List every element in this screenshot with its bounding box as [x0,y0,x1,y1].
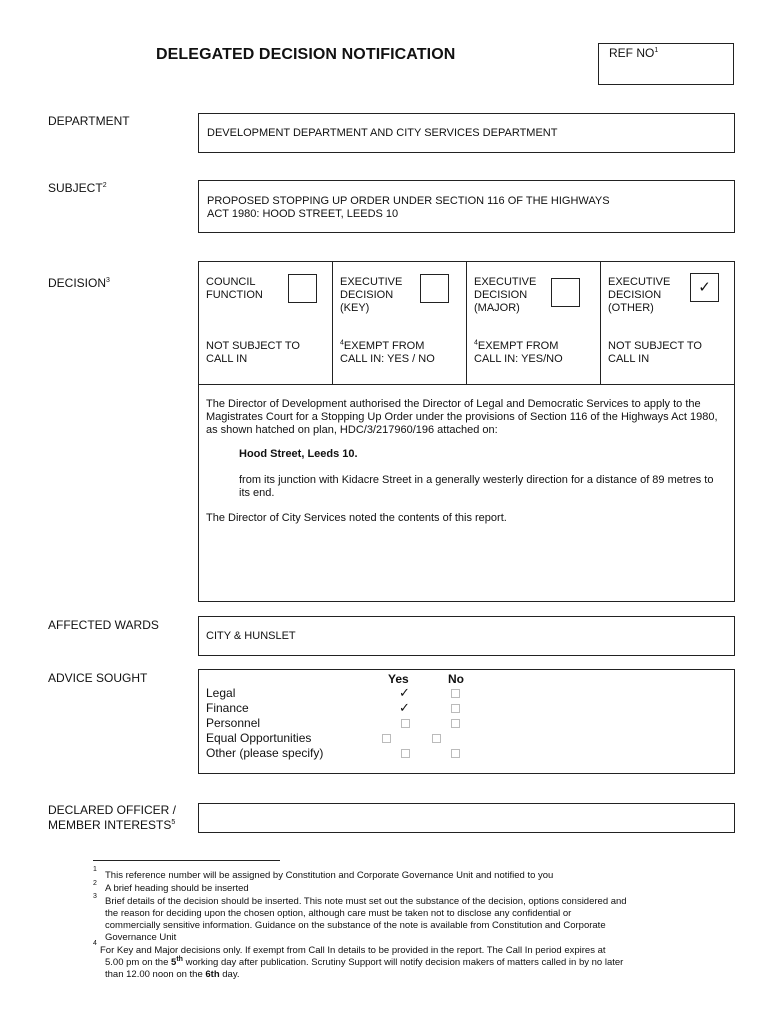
advice-sought-label: ADVICE SOUGHT [48,671,148,685]
label-line: CALL IN: YES / NO [340,353,435,365]
decision-column-divider [600,262,601,384]
decision-council-callin [206,340,300,366]
footnote-rule [93,860,280,861]
footnote-line: Governance Unit [105,932,177,943]
label-line: NOT SUBJECT TO [608,340,702,352]
subject-line-1: PROPOSED STOPPING UP ORDER UNDER SECTION 116 OF THE HIGHWAYS [207,195,610,207]
label-line: CALL IN: YES/NO [474,353,563,365]
decision-footnote-ref: 3 [106,277,110,284]
finance-yes-check-icon[interactable]: ✓ [399,700,410,715]
check-icon: ✓ [698,279,711,296]
ref-no-footnote-ref: 1 [654,47,659,54]
decision-other-checkbox[interactable] [690,273,719,302]
footnote-2: A brief heading should be inserted [105,883,249,894]
declared-interests-label [48,803,176,833]
department-value: DEVELOPMENT DEPARTMENT AND CITY SERVICES DEPARTMENT [207,127,558,139]
label-line: EXECUTIVE [474,276,537,288]
footnote-number: 1 [93,866,97,873]
label-line: DECISION [608,289,662,301]
decision-box [198,261,735,602]
affected-wards-value: CITY & HUNSLET [206,630,296,642]
department-label: DEPARTMENT [48,114,130,128]
footnote-line: than 12.00 noon on the 6th day. [105,969,240,980]
decision-option-major-label [474,276,536,315]
decision-option-other-label [608,276,670,315]
label-line: EXECUTIVE [608,276,671,288]
advice-row-label: Finance [206,701,249,715]
label-line: COUNCIL [206,276,256,288]
decision-major-checkbox[interactable] [551,278,580,307]
decision-major-callin [474,340,563,366]
personnel-yes-checkbox[interactable] [401,719,410,728]
decision-column-divider [466,262,467,384]
page-title: DELEGATED DECISION NOTIFICATION [156,46,456,63]
footnote-line: commercially sensitive information. Guidance on the substance of the note is available from Constitution and Corporate [105,920,606,931]
label-line: FUNCTION [206,289,263,301]
subject-label: SUBJECT [48,181,103,195]
label-line: MEMBER INTERESTS [48,818,172,832]
label-line: (OTHER) [608,302,654,314]
footnote-line: For Key and Major decisions only. If exempt from Call In details to be provided in the report. The Call In period expires at [100,945,606,956]
declared-interests-field[interactable] [198,803,735,833]
other-no-checkbox[interactable] [451,749,460,758]
no-header: No [448,672,464,686]
footnote-number: 2 [93,880,97,887]
label-line: EXEMPT FROM [343,340,425,352]
affected-wards-label: AFFECTED WARDS [48,618,159,632]
label-line: (MAJOR) [474,302,520,314]
decision-row-divider [199,384,734,385]
decision-column-divider [332,262,333,384]
footnote-3 [105,896,627,944]
label-line: CALL IN [608,353,650,365]
legal-yes-check-icon[interactable]: ✓ [399,685,410,700]
label-line: DECISION [340,289,394,301]
label-line: EXECUTIVE [340,276,403,288]
decision-details-street: Hood Street, Leeds 10. [239,448,358,460]
advice-row-label: Other (please specify) [206,746,324,760]
equal-opps-no-checkbox[interactable] [432,734,441,743]
ref-no-box[interactable] [598,43,734,85]
decision-option-key-label [340,276,402,315]
footnote-number: 3 [93,893,97,900]
subject-line-2: ACT 1980: HOOD STREET, LEEDS 10 [207,208,399,220]
subject-field[interactable] [198,180,735,233]
footnote-4 [100,945,623,981]
legal-no-checkbox[interactable] [451,689,460,698]
label-line: DECLARED OFFICER / [48,803,177,817]
decision-key-checkbox[interactable] [420,274,449,303]
decision-other-callin [608,340,702,366]
decision-details-para2: from its junction with Kidacre Street in a generally westerly direction for a distance of 89 metres to its end. [239,474,714,499]
footnote-ref: 4 [340,339,344,347]
finance-no-checkbox[interactable] [451,704,460,713]
ref-no-label: REF NO [609,46,655,60]
label-line: EXEMPT FROM [477,340,559,352]
advice-row-label: Legal [206,686,236,700]
decision-council-checkbox[interactable] [288,274,317,303]
footnote-ref: 5 [171,819,176,826]
footnote-ref: 4 [474,339,478,347]
label-line: (KEY) [340,302,370,314]
footnote-line: Brief details of the decision should be inserted. This note must set out the substance of the decision, options considered and [105,896,627,907]
decision-option-council-label [206,276,263,302]
label-line: CALL IN [206,353,248,365]
footnote-line: the reason for deciding upon the chosen option, although care must be taken not to disclose any confidential or [105,908,572,919]
decision-details-para1: The Director of Development authorised the Director of Legal and Democratic Services to apply to the Magistrates Court for a Stopping Up Order under the provisions of Section 116 of the Highways Act 1980, as shown hatched on plan, HDC/3/217960/196 attached on: [206,398,718,436]
decision-key-callin [340,340,435,366]
label-line: NOT SUBJECT TO [206,340,300,352]
footnote-line: 5.00 pm on the 5th working day after publication. Scrutiny Support will notify decision makers of matters called in by no later [105,955,624,968]
other-yes-checkbox[interactable] [401,749,410,758]
department-field[interactable] [198,113,735,153]
subject-footnote-ref: 2 [102,182,107,189]
advice-row-label: Personnel [206,716,261,730]
decision-label: DECISION [48,276,107,290]
decision-details-para3: The Director of City Services noted the contents of this report. [206,512,507,524]
affected-wards-field[interactable] [198,616,735,656]
yes-header: Yes [388,672,409,686]
label-line: DECISION [474,289,528,301]
footnote-number: 4 [93,940,97,947]
advice-row-label: Equal Opportunities [206,731,312,745]
footnote-1: This reference number will be assigned by Constitution and Corporate Governance Unit and notified to you [105,870,554,881]
advice-sought-box [198,669,735,774]
personnel-no-checkbox[interactable] [451,719,460,728]
equal-opps-yes-checkbox[interactable] [382,734,391,743]
